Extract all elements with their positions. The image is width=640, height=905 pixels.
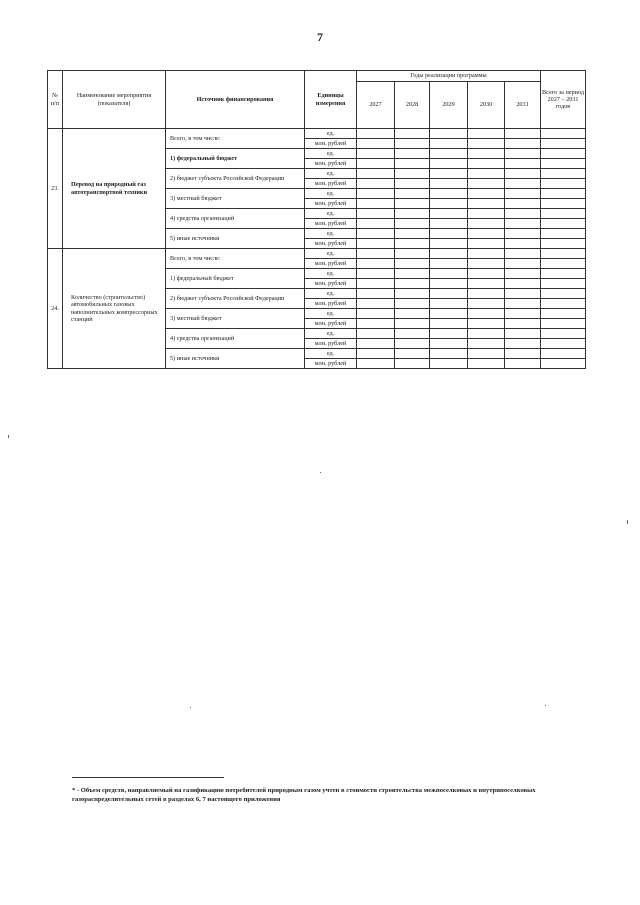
year-value-cell <box>505 229 541 239</box>
year-value-cell <box>505 179 541 189</box>
total-value-cell <box>541 309 586 319</box>
year-value-cell <box>505 319 541 329</box>
year-value-cell <box>430 159 468 169</box>
year-value-cell <box>357 309 395 319</box>
total-value-cell <box>541 189 586 199</box>
unit-cell: млн. рублей <box>305 159 357 169</box>
funding-source: 1) федеральный бюджет <box>166 269 305 289</box>
year-value-cell <box>395 209 430 219</box>
year-value-cell <box>468 239 505 249</box>
year-value-cell <box>357 249 395 259</box>
header-units: Единицы измерения <box>305 71 357 129</box>
year-value-cell <box>505 329 541 339</box>
year-value-cell <box>395 199 430 209</box>
year-value-cell <box>357 299 395 309</box>
year-value-cell <box>357 349 395 359</box>
year-value-cell <box>395 359 430 369</box>
page-number: 7 <box>317 30 323 44</box>
year-value-cell <box>395 129 430 139</box>
unit-cell: млн. рублей <box>305 319 357 329</box>
year-value-cell <box>468 139 505 149</box>
year-value-cell <box>395 339 430 349</box>
year-value-cell <box>395 259 430 269</box>
total-value-cell <box>541 329 586 339</box>
total-value-cell <box>541 159 586 169</box>
total-value-cell <box>541 169 586 179</box>
year-value-cell <box>468 199 505 209</box>
year-value-cell <box>505 209 541 219</box>
unit-cell: ед. <box>305 249 357 259</box>
year-value-cell <box>357 289 395 299</box>
year-value-cell <box>505 129 541 139</box>
year-value-cell <box>430 209 468 219</box>
year-value-cell <box>505 199 541 209</box>
year-value-cell <box>468 129 505 139</box>
year-value-cell <box>395 319 430 329</box>
total-value-cell <box>541 229 586 239</box>
unit-cell: ед. <box>305 229 357 239</box>
measure-name: Перевод на природный газ автотранспортной техники <box>63 129 166 249</box>
year-value-cell <box>430 149 468 159</box>
unit-cell: млн. рублей <box>305 299 357 309</box>
year-value-cell <box>468 339 505 349</box>
scan-speck <box>545 705 546 706</box>
year-value-cell <box>468 219 505 229</box>
year-value-cell <box>357 329 395 339</box>
year-value-cell <box>468 269 505 279</box>
unit-cell: млн. рублей <box>305 279 357 289</box>
year-value-cell <box>468 159 505 169</box>
year-value-cell <box>395 189 430 199</box>
year-value-cell <box>395 329 430 339</box>
year-value-cell <box>468 289 505 299</box>
total-value-cell <box>541 139 586 149</box>
year-value-cell <box>395 309 430 319</box>
year-value-cell <box>357 239 395 249</box>
year-value-cell <box>505 219 541 229</box>
year-value-cell <box>357 269 395 279</box>
year-value-cell <box>357 179 395 189</box>
header-years-group: Годы реализации программы <box>357 71 541 82</box>
year-value-cell <box>468 299 505 309</box>
year-value-cell <box>357 169 395 179</box>
year-value-cell <box>505 299 541 309</box>
unit-cell: млн. рублей <box>305 359 357 369</box>
year-value-cell <box>357 209 395 219</box>
unit-cell: ед. <box>305 149 357 159</box>
year-value-cell <box>395 149 430 159</box>
year-value-cell <box>430 139 468 149</box>
year-value-cell <box>430 229 468 239</box>
year-value-cell <box>395 159 430 169</box>
unit-cell: млн. рублей <box>305 199 357 209</box>
year-value-cell <box>430 199 468 209</box>
year-value-cell <box>430 189 468 199</box>
year-value-cell <box>430 309 468 319</box>
year-value-cell <box>395 289 430 299</box>
year-value-cell <box>430 269 468 279</box>
year-value-cell <box>505 269 541 279</box>
unit-cell: ед. <box>305 329 357 339</box>
unit-cell: ед. <box>305 129 357 139</box>
total-value-cell <box>541 149 586 159</box>
total-value-cell <box>541 339 586 349</box>
year-value-cell <box>468 179 505 189</box>
year-value-cell <box>395 249 430 259</box>
measure-name: Количество (строительство) автомобильных газовых наполнительных компрессорных станций <box>63 249 166 369</box>
year-value-cell <box>357 219 395 229</box>
year-value-cell <box>395 169 430 179</box>
year-value-cell <box>357 129 395 139</box>
year-value-cell <box>468 349 505 359</box>
year-value-cell <box>357 229 395 239</box>
unit-cell: млн. рублей <box>305 219 357 229</box>
year-value-cell <box>395 239 430 249</box>
year-value-cell <box>395 229 430 239</box>
header-num: № п/п <box>48 71 63 129</box>
year-value-cell <box>468 259 505 269</box>
year-value-cell <box>468 149 505 159</box>
unit-cell: ед. <box>305 269 357 279</box>
year-value-cell <box>395 179 430 189</box>
year-value-cell <box>430 289 468 299</box>
funding-source: Всего, в том числе: <box>166 129 305 149</box>
year-value-cell <box>505 169 541 179</box>
funding-source: 5) иные источники <box>166 229 305 249</box>
scan-speck <box>320 472 321 473</box>
header-name: Наименование мероприятия (показателя) <box>63 71 166 129</box>
year-value-cell <box>468 309 505 319</box>
funding-source: 3) местный бюджет <box>166 309 305 329</box>
year-value-cell <box>395 219 430 229</box>
total-value-cell <box>541 249 586 259</box>
total-value-cell <box>541 209 586 219</box>
year-value-cell <box>430 299 468 309</box>
total-value-cell <box>541 279 586 289</box>
funding-source: 4) средства организаций <box>166 209 305 229</box>
year-value-cell <box>395 139 430 149</box>
year-value-cell <box>430 359 468 369</box>
unit-cell: млн. рублей <box>305 259 357 269</box>
unit-cell: ед. <box>305 169 357 179</box>
unit-cell: ед. <box>305 289 357 299</box>
year-value-cell <box>468 229 505 239</box>
year-value-cell <box>430 349 468 359</box>
year-value-cell <box>395 299 430 309</box>
year-value-cell <box>430 179 468 189</box>
year-value-cell <box>357 319 395 329</box>
total-value-cell <box>541 319 586 329</box>
unit-cell: ед. <box>305 309 357 319</box>
year-value-cell <box>357 279 395 289</box>
footnote-separator <box>72 777 224 778</box>
year-value-cell <box>430 319 468 329</box>
header-source: Источник финансирования <box>166 71 305 129</box>
year-value-cell <box>505 189 541 199</box>
unit-cell: ед. <box>305 349 357 359</box>
year-value-cell <box>430 239 468 249</box>
funding-source: 2) бюджет субъекта Российской Федерации <box>166 169 305 189</box>
total-value-cell <box>541 129 586 139</box>
year-value-cell <box>357 139 395 149</box>
year-value-cell <box>505 279 541 289</box>
year-value-cell <box>468 329 505 339</box>
year-value-cell <box>430 219 468 229</box>
unit-cell: ед. <box>305 189 357 199</box>
total-value-cell <box>541 349 586 359</box>
year-value-cell <box>357 339 395 349</box>
header-year: 2029 <box>430 82 468 129</box>
year-value-cell <box>505 309 541 319</box>
year-value-cell <box>468 279 505 289</box>
year-value-cell <box>395 349 430 359</box>
table-row <box>48 249 586 259</box>
year-value-cell <box>430 249 468 259</box>
funding-source: Всего, в том числе: <box>166 249 305 269</box>
year-value-cell <box>395 269 430 279</box>
footnote: * - Объем средств, направляемый на газификацию потребителей природным газом учтен в стоимости строительства межпоселковых и внутрипоселковых газораспределительных сетей в разделах 6, 7 настоящего приложения <box>72 787 536 803</box>
year-value-cell <box>468 319 505 329</box>
year-value-cell <box>357 159 395 169</box>
total-value-cell <box>541 179 586 189</box>
unit-cell: млн. рублей <box>305 179 357 189</box>
unit-cell: млн. рублей <box>305 139 357 149</box>
scan-speck <box>8 435 9 438</box>
total-value-cell <box>541 219 586 229</box>
year-value-cell <box>357 149 395 159</box>
year-value-cell <box>505 339 541 349</box>
unit-cell: млн. рублей <box>305 239 357 249</box>
unit-cell: ед. <box>305 209 357 219</box>
funding-source: 2) бюджет субъекта Российской Федерации <box>166 289 305 309</box>
year-value-cell <box>430 339 468 349</box>
header-year: 2027 <box>357 82 395 129</box>
year-value-cell <box>357 259 395 269</box>
year-value-cell <box>430 169 468 179</box>
total-value-cell <box>541 359 586 369</box>
total-value-cell <box>541 239 586 249</box>
scan-speck <box>627 520 628 524</box>
total-value-cell <box>541 289 586 299</box>
year-value-cell <box>468 359 505 369</box>
header-year: 2031 <box>505 82 541 129</box>
funding-source: 1) федеральный бюджет <box>166 149 305 169</box>
year-value-cell <box>430 259 468 269</box>
funding-source: 3) местный бюджет <box>166 189 305 209</box>
year-value-cell <box>505 249 541 259</box>
total-value-cell <box>541 199 586 209</box>
year-value-cell <box>505 159 541 169</box>
year-value-cell <box>430 129 468 139</box>
year-value-cell <box>468 169 505 179</box>
year-value-cell <box>505 359 541 369</box>
year-value-cell <box>357 359 395 369</box>
year-value-cell <box>468 209 505 219</box>
year-value-cell <box>505 349 541 359</box>
year-value-cell <box>430 329 468 339</box>
header-year: 2030 <box>468 82 505 129</box>
year-value-cell <box>395 279 430 289</box>
funding-source: 4) средства организаций <box>166 329 305 349</box>
year-value-cell <box>357 199 395 209</box>
year-value-cell <box>505 149 541 159</box>
table-row <box>48 129 586 139</box>
header-year: 2028 <box>395 82 430 129</box>
scan-speck <box>190 707 191 708</box>
total-value-cell <box>541 259 586 269</box>
year-value-cell <box>505 139 541 149</box>
row-number: 24. <box>48 249 63 369</box>
row-number: 23. <box>48 129 63 249</box>
unit-cell: млн. рублей <box>305 339 357 349</box>
total-value-cell <box>541 269 586 279</box>
program-table <box>47 70 586 369</box>
total-value-cell <box>541 299 586 309</box>
year-value-cell <box>357 189 395 199</box>
year-value-cell <box>505 239 541 249</box>
year-value-cell <box>505 289 541 299</box>
funding-source: 5) иные источники <box>166 349 305 369</box>
year-value-cell <box>430 279 468 289</box>
year-value-cell <box>468 249 505 259</box>
year-value-cell <box>468 189 505 199</box>
header-total: Всего за период 2027 – 2031 годов <box>541 71 586 129</box>
year-value-cell <box>505 259 541 269</box>
